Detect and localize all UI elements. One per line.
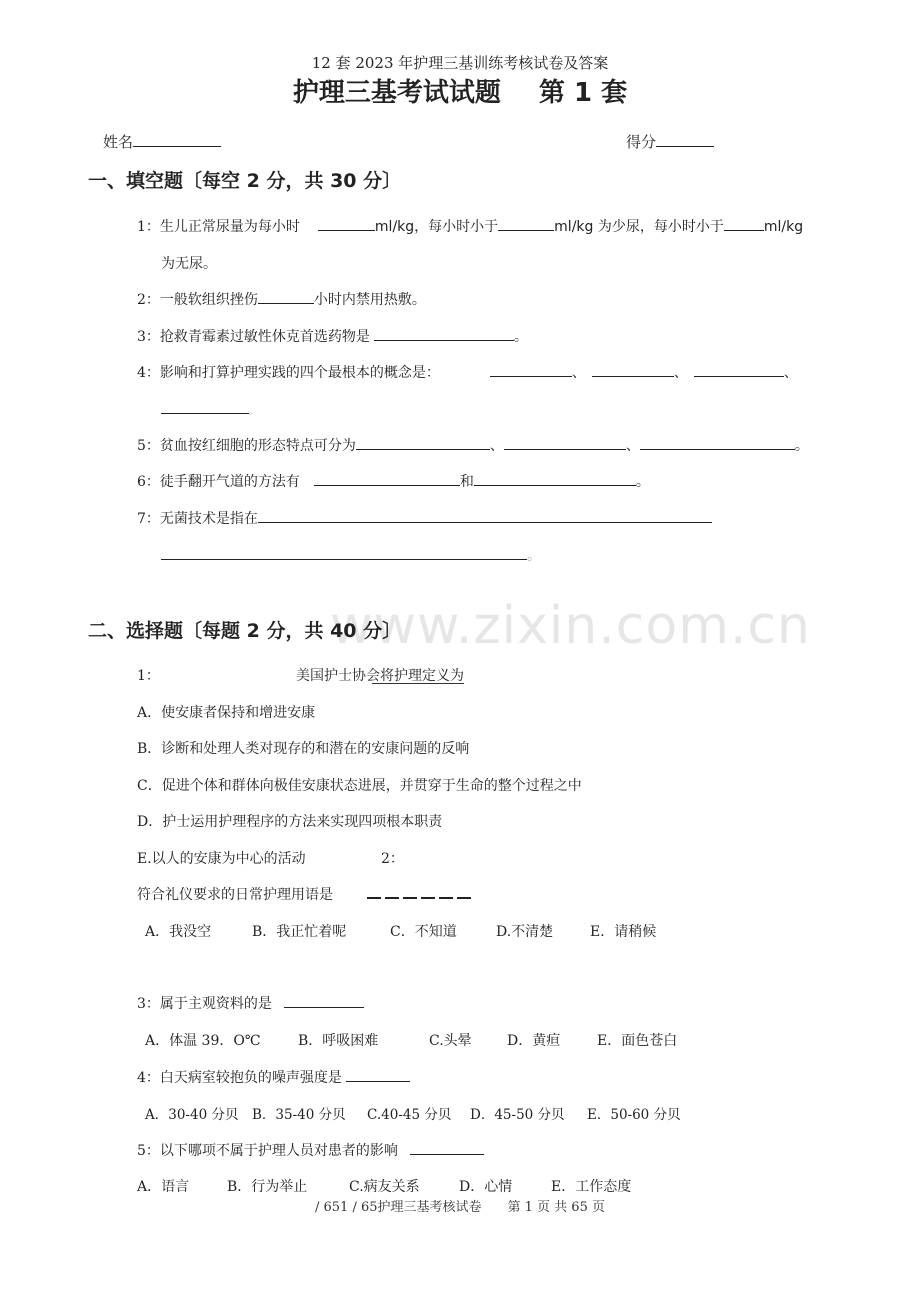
choice-q1-option-a: A．使安康者保持和增进安康 [137, 705, 316, 721]
section1-heading: 一、填空题〔每空 2 分，共 30 分〕 [88, 170, 402, 192]
score-label: 得分 [626, 133, 657, 151]
choice-q1-text: 美国护士协会将护理定义为 [296, 668, 464, 684]
answer-blank [161, 545, 527, 560]
q-num: 7： [137, 511, 160, 527]
answer-blank [474, 471, 636, 486]
q-num: 4： [137, 365, 160, 381]
option: B．呼吸困难 [298, 1033, 379, 1049]
q-num: 4： [137, 1070, 160, 1086]
choice-q5 [137, 1140, 484, 1160]
q-num: 1： [137, 219, 160, 235]
option: C.40-45 分贝 [367, 1107, 452, 1123]
option: A．语言 [137, 1179, 190, 1195]
q-num: 5： [137, 1143, 160, 1159]
fill-q3 [137, 326, 528, 346]
answer-blank [592, 362, 674, 377]
q-text: ml/kg 为少尿，每小时小于 [554, 219, 724, 235]
fill-q4-cont [161, 399, 257, 418]
choice-q2 [137, 884, 475, 904]
option: E．请稍候 [590, 924, 657, 940]
answer-blank [504, 435, 626, 450]
answer-blank [498, 216, 554, 231]
q-text: 。 [794, 438, 809, 454]
choice-q1-option-e: E.以人的安康为中心的活动 [137, 851, 306, 867]
page-footer: / 651 / 65护理三基考核试卷 第 1 页 共 65 页 [315, 1200, 605, 1215]
answer-blank [314, 471, 460, 486]
q-text: 无菌技术是指在 [159, 511, 258, 527]
q-text: 贫血按红细胞的形态特点可分为 [159, 438, 356, 454]
q-num: 2： [137, 292, 160, 308]
answer-blank [284, 993, 364, 1008]
q-num: 3： [137, 329, 160, 345]
option: D．黄疸 [507, 1033, 561, 1049]
answer-blank [694, 362, 784, 377]
name-label: 姓名 [103, 133, 134, 151]
option: E．工作态度 [551, 1179, 632, 1195]
choice-q3 [137, 993, 364, 1013]
watermark: www.zixin.com.cn [330, 596, 811, 656]
q-text: ml/kg [763, 219, 804, 235]
answer-blank [318, 216, 375, 231]
title-right: 第 1 套 [538, 78, 628, 108]
fill-q7-cont [161, 545, 541, 565]
option: A．30-40 分贝 [145, 1107, 239, 1123]
answer-blank [724, 216, 764, 231]
q-text: 影响和打算护理实践的四个最根本的概念是： [159, 365, 440, 381]
q-text: ml/kg，每小时小于 [374, 219, 499, 235]
option: B．35-40 分贝 [252, 1107, 346, 1123]
choice-q3-options [145, 1030, 677, 1050]
choice-q2-options [145, 921, 656, 941]
option: D．心情 [459, 1179, 513, 1195]
q-text: 、 [673, 365, 688, 381]
q-text: 、 [571, 365, 586, 381]
choice-q1-option-b: B．诊断和处理人类对现存的和潜在的安康问题的反响 [137, 741, 470, 757]
option: D．45-50 分贝 [470, 1107, 565, 1123]
choice-q1-option-c: C．促进个体和群体向极佳安康状态进展，并贯穿于生命的整个过程之中 [137, 778, 582, 794]
underline-mark [372, 683, 464, 684]
fill-q4 [137, 362, 798, 382]
choice-q1-option-d: D．护士运用护理程序的方法来实现四项根本职责 [137, 814, 443, 830]
option: B．我正忙着呢 [252, 924, 347, 940]
score-blank [656, 132, 714, 147]
option: C.病友关系 [349, 1179, 420, 1195]
q-text: 属于主观资料的是 [159, 996, 272, 1012]
name-field [103, 131, 221, 152]
answer-blank [410, 1140, 484, 1155]
q-num: 3： [137, 996, 160, 1012]
answer-blank [258, 508, 712, 523]
answer-blank [258, 289, 314, 304]
fill-q5 [137, 435, 809, 455]
section2-heading: 二、选择题〔每题 2 分，共 40 分〕 [88, 620, 402, 642]
option: B．行为举止 [227, 1179, 308, 1195]
fill-q2 [137, 289, 426, 309]
name-blank [133, 132, 221, 147]
q-text: 符合礼仪要求的日常护理用语是 [137, 887, 333, 903]
answer-blank [161, 399, 249, 414]
top-line: 12 套 2023 年护理三基训练考核试卷及答案 [311, 54, 609, 72]
q-num: 6： [137, 474, 160, 490]
option: A．我没空 [145, 924, 212, 940]
q-text: 小时内禁用热敷。 [313, 292, 426, 308]
option: E．面色苍白 [597, 1033, 678, 1049]
option: E．50-60 分贝 [587, 1107, 681, 1123]
q-text: 和 [459, 474, 474, 490]
q-text: 徒手翻开气道的方法有 [159, 474, 300, 490]
choice-q4 [137, 1067, 410, 1087]
choice-q5-options [137, 1176, 631, 1196]
fill-q1-cont: 为无尿。 [161, 256, 217, 272]
choice-q2-num: 2： [381, 851, 404, 867]
q-text: 。 [513, 329, 528, 345]
answer-blank [346, 1067, 410, 1082]
answer-blank [490, 362, 572, 377]
q-text: 一般软组织挫伤 [159, 292, 258, 308]
answer-blank [640, 435, 795, 450]
option: C.头晕 [429, 1033, 472, 1049]
q-text: 以下哪项不属于护理人员对患者的影响 [159, 1143, 398, 1159]
q-text: 、 [625, 438, 640, 454]
q-text: 。 [635, 474, 650, 490]
q-text: 、 [489, 438, 504, 454]
q-text: 。 [249, 407, 257, 416]
dashed-blank [367, 887, 475, 903]
q-num: 5： [137, 438, 160, 454]
q-text: 、 [783, 365, 798, 381]
choice-q4-options [145, 1103, 681, 1123]
answer-blank [374, 326, 514, 341]
q-text: 。 [527, 548, 541, 564]
answer-blank [356, 435, 490, 450]
score-field [626, 131, 714, 152]
fill-q7 [137, 508, 712, 528]
page-title [0, 72, 920, 109]
option: C．不知道 [390, 924, 457, 940]
q-text: 抢救青霉素过敏性休克首选药物是 [159, 329, 370, 345]
fill-q6 [137, 471, 650, 491]
choice-q1-num: 1： [137, 668, 160, 684]
option: A．体温 39．O℃ [145, 1033, 261, 1049]
title-left: 护理三基考试试题 [292, 78, 501, 108]
option: D.不清楚 [496, 924, 554, 940]
q-text: 白天病室较抱负的噪声强度是 [159, 1070, 342, 1086]
q-text: 生儿正常尿量为每小时 [159, 219, 300, 235]
fill-q1 [137, 216, 803, 236]
